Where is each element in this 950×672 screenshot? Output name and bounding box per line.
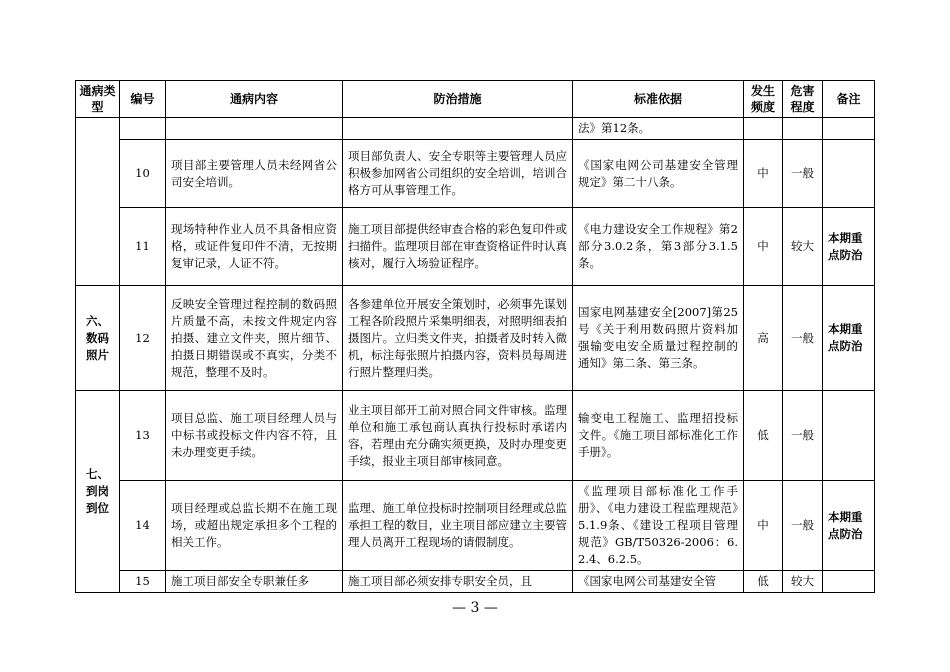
page-number: — 3 — <box>452 600 498 616</box>
cell-basis: 《监理项目部标准化工作手册》、《电力建设工程监理规范》5.1.9条、《建设工程项目管理规范》GB/T50326-2006：6.2.4、6.2.5。 <box>573 481 744 571</box>
header-num: 编号 <box>120 81 166 118</box>
table-row <box>76 286 875 391</box>
cell-note <box>823 391 875 481</box>
cell-basis: 《电力建设安全工作规程》第2部分3.0.2条，第3部分3.1.5条。 <box>573 208 744 286</box>
cell-harm: 较大 <box>783 208 823 286</box>
cell-basis: 国家电网基建安全[2007]第25号《关于利用数码照片资料加强输变电安全质量过程控制的通知》第二条、第三条。 <box>573 286 744 391</box>
cell-num: 15 <box>120 571 166 593</box>
table-header-row <box>76 81 875 118</box>
header-content: 通病内容 <box>166 81 343 118</box>
table-row <box>76 391 875 481</box>
cell-harm: 一般 <box>783 391 823 481</box>
cell-measures: 项目部负责人、安全专职等主要管理人员应积极参加网省公司组织的安全培训，培训合格方可从事管理工作。 <box>343 140 573 208</box>
cell-measures: 施工项目部提供经审查合格的彩色复印件或扫描件。监理项目部在审查资格证件时认真核对，履行入场验证程序。 <box>343 208 573 286</box>
table-row-continued <box>76 118 875 140</box>
cell-num: 14 <box>120 481 166 571</box>
category-cell-empty <box>76 118 120 286</box>
cell-measures: 施工项目部必须安排专职安全员，且 <box>343 571 573 593</box>
cell-measures: 监理、施工单位投标时控制项目经理或总监承担工程的数目，业主项目部应建立主要管理人员离开工程现场的请假制度。 <box>343 481 573 571</box>
header-basis: 标准依据 <box>573 81 744 118</box>
header-freq: 发生频度 <box>744 81 783 118</box>
cell-note <box>823 571 875 593</box>
category-cell: 六、数码照片 <box>76 286 120 391</box>
cell-content: 反映安全管理过程控制的数码照片质量不高，未按文件规定内容拍摄、建立文件夹，照片细节、拍摄日期错误或不真实，分类不规范，整理不及时。 <box>166 286 343 391</box>
cell-num: 10 <box>120 140 166 208</box>
header-measures: 防治措施 <box>343 81 573 118</box>
cell-basis: 输变电工程施工、监理招投标文件。《施工项目部标准化工作手册》。 <box>573 391 744 481</box>
cell-freq: 中 <box>744 140 783 208</box>
cell-basis: 法》第12条。 <box>573 118 744 140</box>
cell-freq: 高 <box>744 286 783 391</box>
cell-basis: 《国家电网公司基建安全管理规定》第二十八条。 <box>573 140 744 208</box>
cell-content: 现场特种作业人员不具备相应资格，或证件复印件不清，无按期复审记录，人证不符。 <box>166 208 343 286</box>
header-note: 备注 <box>823 81 875 118</box>
cell-note: 本期重点防治 <box>823 481 875 571</box>
cell-basis: 《国家电网公司基建安全管 <box>573 571 744 593</box>
cell-content: 项目总监、施工项目经理人员与中标书或投标文件内容不符，且未办理变更手续。 <box>166 391 343 481</box>
cell-harm: 较大 <box>783 571 823 593</box>
header-type: 通病类型 <box>76 81 120 118</box>
cell-freq: 中 <box>744 481 783 571</box>
cell-harm: 一般 <box>783 286 823 391</box>
table-row <box>76 208 875 286</box>
cell-harm: 一般 <box>783 481 823 571</box>
cell-note: 本期重点防治 <box>823 208 875 286</box>
cell-num: 12 <box>120 286 166 391</box>
cell-freq: 低 <box>744 391 783 481</box>
category-cell: 七、到岗到位 <box>76 391 120 593</box>
cell-freq: 中 <box>744 208 783 286</box>
cell-content: 项目部主要管理人员未经网省公司安全培训。 <box>166 140 343 208</box>
cell-note <box>823 140 875 208</box>
cell-harm: 一般 <box>783 140 823 208</box>
cell-freq: 低 <box>744 571 783 593</box>
cell-content: 施工项目部安全专职兼任多 <box>166 571 343 593</box>
table-row <box>76 571 875 593</box>
cell-measures: 业主项目部开工前对照合同文件审核。监理单位和施工承包商认真执行投标时承诺内容，若理由充分确实须更换，及时办理变更手续，报业主项目部审核同意。 <box>343 391 573 481</box>
cell-content: 项目经理或总监长期不在施工现场，或超出规定承担多个工程的相关工作。 <box>166 481 343 571</box>
header-harm: 危害程度 <box>783 81 823 118</box>
cell-measures: 各参建单位开展安全策划时，必须事先谋划工程各阶段照片采集明细表，对照明细表拍摄图片。立归类文件夹，拍摄者及时转入微机，标注每张照片拍摄内容，资料员每周进行照片整理归类。 <box>343 286 573 391</box>
cell-num: 11 <box>120 208 166 286</box>
defect-table <box>75 80 875 593</box>
table-row <box>76 481 875 571</box>
table-row <box>76 140 875 208</box>
cell-num: 13 <box>120 391 166 481</box>
cell-note: 本期重点防治 <box>823 286 875 391</box>
